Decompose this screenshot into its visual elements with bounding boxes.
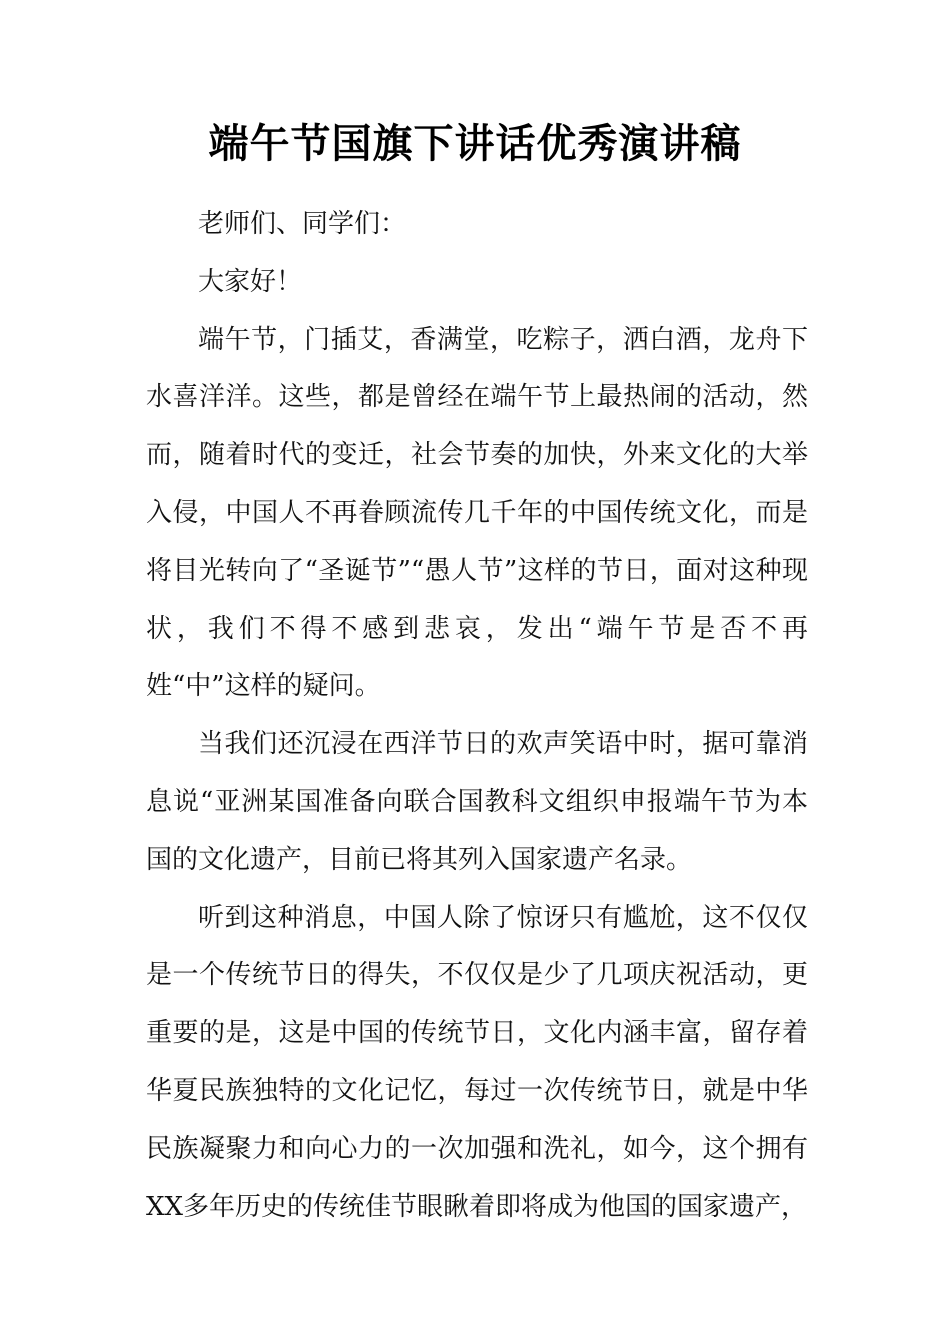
document-body [146,196,808,1236]
body-paragraph-3: 听到这种消息，中国人除了惊讶只有尴尬，这不仅仅是一个传统节日的得失，不仅仅是少了几项庆祝活动，更重要的是，这是中国的传统节日，文化内涵丰富，留存着华夏民族独特的文化记忆，每过一次传统节日，就是中华民族凝聚力和向心力的一次加强和洗礼，如今，这个拥有XX多年历史的传统佳节眼瞅着即将成为他国的国家遗产， [146,902,808,1222]
body-paragraph-2: 当我们还沉浸在西洋节日的欢声笑语中时，据可靠消息说“亚洲某国准备向联合国教科文组织申报端午节为本国的文化遗产，目前已将其列入国家遗产名录。 [146,729,808,875]
body-paragraph-1: 端午节，门插艾，香满堂，吃粽子，洒白酒，龙舟下水喜洋洋。这些，都是曾经在端午节上最热闹的活动，然而，随着时代的变迁，社会节奏的加快，外来文化的大举入侵，中国人不再眷顾流传几千年的中国传统文化，而是将目光转向了“圣诞节”“愚人节”这样的节日，面对这种现状，我们不得不感到悲哀，发出“端午节是否不再姓“中”这样的疑问。 [146,324,808,702]
greeting-paragraph: 大家好！ [198,266,303,297]
salutation-paragraph: 老师们、同学们： [198,209,407,239]
document-title: 端午节国旗下讲话优秀演讲稿 [208,120,742,167]
